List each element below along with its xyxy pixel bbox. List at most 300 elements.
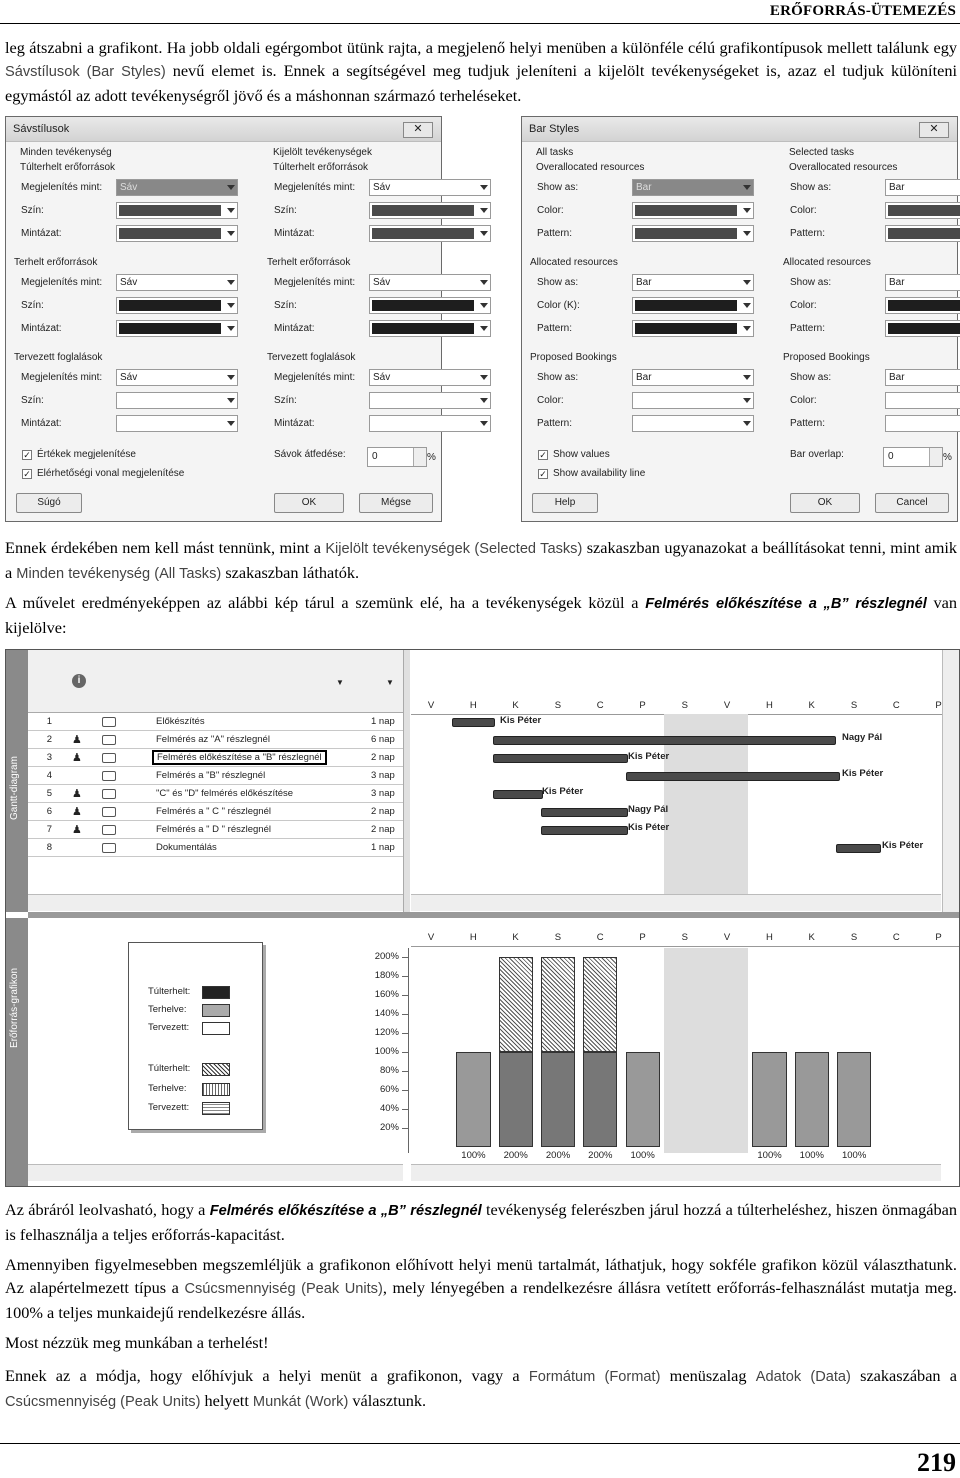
cancel-button[interactable]: Mégse xyxy=(359,493,433,513)
color-dropdown[interactable] xyxy=(885,202,960,219)
day-label: V xyxy=(723,700,731,711)
field-label: Color (K): xyxy=(537,300,580,311)
day-label: H xyxy=(765,932,773,943)
chevron-down-icon xyxy=(227,326,235,331)
task-mode-icon xyxy=(102,789,116,799)
text-run: szakaszban láthatók. xyxy=(221,563,360,582)
day-label: P xyxy=(935,932,942,943)
pattern-dropdown[interactable] xyxy=(885,415,960,432)
weekend-shade xyxy=(706,948,748,1153)
day-label: P xyxy=(639,932,646,943)
pattern-dropdown[interactable] xyxy=(116,415,238,432)
text-run: Csúcsmennyiség (Peak Units) xyxy=(184,1281,383,1297)
color-dropdown[interactable] xyxy=(632,392,754,409)
field-label: Mintázat: xyxy=(21,418,62,429)
text-run: Munkát (Work) xyxy=(252,1394,349,1410)
filter-arrow-icon: ▼ xyxy=(336,678,344,687)
field-label: Color: xyxy=(790,395,817,406)
resource-label: Kis Péter xyxy=(542,786,584,797)
gantt-bar xyxy=(541,808,628,817)
pattern-dropdown[interactable] xyxy=(885,225,960,242)
paragraph-conclusion xyxy=(5,1198,957,1246)
chevron-down-icon xyxy=(743,185,751,190)
histogram-bar xyxy=(752,1052,786,1147)
text-run: Az ábráról leolvasható, hogy a xyxy=(5,1200,210,1219)
spinner-arrows[interactable] xyxy=(413,448,426,466)
show-as-dropdown[interactable] xyxy=(885,369,960,386)
task-duration: 1 nap xyxy=(371,716,395,727)
row-id: 7 xyxy=(46,824,52,835)
histogram-bar xyxy=(837,1052,871,1147)
color-swatch xyxy=(888,418,960,429)
field-label: Pattern: xyxy=(790,228,826,239)
y-tick-label: 160% xyxy=(374,989,399,1001)
show-as-dropdown[interactable] xyxy=(632,179,754,196)
resource-label: Nagy Pál xyxy=(628,804,669,815)
section-heading: Selected tasks xyxy=(789,147,855,158)
row-line xyxy=(28,748,403,749)
text-run: Amennyiben figyelmesebben megszemléljük a grafikonon előhívott helyi menü tartalmát, láthatjuk, hogy sokféle grafikon közül választhatunk. Az alapértelmezett típus a xyxy=(5,1255,957,1297)
peak-value: 100% xyxy=(461,1150,486,1161)
resource-label: Kis Péter xyxy=(882,840,924,851)
color-swatch xyxy=(119,418,221,429)
chevron-down-icon xyxy=(743,208,751,213)
day-label: C xyxy=(892,700,900,711)
ok-button[interactable]: OK xyxy=(790,493,860,513)
field-label: Megjelenítés mint: xyxy=(21,277,103,288)
legend-swatch xyxy=(202,1102,230,1115)
dropdown-value: Sáv xyxy=(120,182,138,193)
scrollbar[interactable] xyxy=(411,894,941,911)
chevron-down-icon xyxy=(743,375,751,380)
color-dropdown[interactable] xyxy=(369,392,491,409)
day-label: H xyxy=(469,932,477,943)
scrollbar[interactable] xyxy=(28,1164,403,1181)
chevron-down-icon xyxy=(480,421,488,426)
histogram-bar-selected xyxy=(583,957,617,1052)
pattern-dropdown[interactable] xyxy=(369,225,491,242)
histogram-bar xyxy=(456,1052,490,1147)
dialog-titlebar xyxy=(522,117,957,142)
color-swatch xyxy=(635,205,737,216)
show-as-dropdown[interactable] xyxy=(885,179,960,196)
task-name: Felmérés előkészítése a "B" részlegnél xyxy=(152,750,327,765)
pattern-dropdown[interactable] xyxy=(632,320,754,337)
peak-value: 200% xyxy=(588,1150,613,1161)
table-divider xyxy=(403,650,410,912)
color-swatch xyxy=(372,395,474,406)
chevron-down-icon xyxy=(480,375,488,380)
close-button[interactable]: ✕ xyxy=(403,122,433,138)
show-as-dropdown[interactable] xyxy=(116,179,238,196)
field-label: Pattern: xyxy=(537,323,573,334)
field-label: Show as: xyxy=(790,182,832,193)
text-run: van kijelölve: xyxy=(5,593,958,637)
section-subheading: Overallocated resources xyxy=(789,162,898,173)
color-dropdown[interactable] xyxy=(369,202,491,219)
dropdown-value: Bar xyxy=(889,277,905,288)
gantt-bar xyxy=(493,736,836,745)
task-name: Felmérés a " D " részlegnél xyxy=(156,824,271,835)
day-label: K xyxy=(808,700,815,711)
person-icon: ♟ xyxy=(72,788,82,800)
color-swatch xyxy=(888,395,960,406)
side-label-text: Gantt-diagram xyxy=(9,756,20,820)
gantt-bar xyxy=(541,826,628,835)
help-button[interactable]: Help xyxy=(532,493,598,513)
show-as-dropdown[interactable] xyxy=(116,274,238,291)
dialog-title: Sávstílusok xyxy=(13,123,70,135)
task-duration: 6 nap xyxy=(371,734,395,745)
section-heading: Tervezett foglalások xyxy=(267,352,356,363)
side-label-text: Erőforrás-grafikon xyxy=(9,967,20,1048)
color-dropdown[interactable] xyxy=(369,297,491,314)
cancel-button[interactable]: Cancel xyxy=(875,493,949,513)
resource-label: Kis Péter xyxy=(500,715,542,726)
field-label: Megjelenítés mint: xyxy=(21,182,103,193)
chevron-down-icon xyxy=(480,208,488,213)
field-label: Color: xyxy=(537,395,564,406)
chevron-down-icon xyxy=(480,280,488,285)
y-tick-label: 120% xyxy=(374,1027,399,1039)
color-dropdown[interactable] xyxy=(885,392,960,409)
section-heading: Minden tevékenység xyxy=(20,147,112,158)
task-mode-icon xyxy=(102,717,116,727)
pattern-dropdown[interactable] xyxy=(116,225,238,242)
legend-label: Terhelve: xyxy=(148,1083,187,1094)
bar-styles-dialog-hu xyxy=(5,116,442,522)
text-run: Formátum (Format) xyxy=(528,1369,661,1385)
day-label: S xyxy=(681,700,688,711)
percent-label: % xyxy=(427,452,436,463)
task-mode-icon xyxy=(102,735,116,745)
dropdown-value: Sáv xyxy=(373,372,391,383)
chevron-down-icon xyxy=(227,421,235,426)
task-duration: 2 nap xyxy=(371,824,395,835)
field-label: Megjelenítés mint: xyxy=(274,182,356,193)
checkbox[interactable]: ✓ xyxy=(23,450,31,460)
show-as-dropdown[interactable] xyxy=(885,274,960,291)
dropdown-value: Bar xyxy=(636,182,652,193)
paragraph-result xyxy=(5,591,957,639)
bar-styles-dialog-en xyxy=(521,116,958,522)
day-label: K xyxy=(512,932,519,943)
close-button[interactable]: ✕ xyxy=(919,122,949,138)
field-label: Megjelenítés mint: xyxy=(274,372,356,383)
task-name: Felmérés a " C " részlegnél xyxy=(156,806,271,817)
pattern-dropdown[interactable] xyxy=(632,415,754,432)
peak-value: 100% xyxy=(757,1150,782,1161)
color-swatch xyxy=(119,395,221,406)
day-label: C xyxy=(596,932,604,943)
color-swatch xyxy=(372,228,474,239)
page-number: 219 xyxy=(917,1448,956,1477)
chevron-down-icon xyxy=(743,326,751,331)
text-run: A művelet eredményeképpen az alábbi kép tárul a szemünk elé, ha a tevékenységek közül a xyxy=(5,593,646,612)
chevron-down-icon xyxy=(227,280,235,285)
scrollbar[interactable] xyxy=(28,894,403,911)
text-run: , mely lényegében a rendelkezésre állásra vetített erőforrás-felhasználást mutatja meg. 100% a teljes munkaidejű rendelkezésre állás. xyxy=(5,1278,957,1322)
section-heading: Allocated resources xyxy=(530,257,618,268)
field-label: Pattern: xyxy=(537,418,573,429)
resource-label: Nagy Pál xyxy=(842,732,883,743)
color-dropdown[interactable] xyxy=(632,202,754,219)
checkbox[interactable]: ✓ xyxy=(23,469,31,479)
day-label: K xyxy=(512,700,519,711)
footer-rule xyxy=(0,1443,960,1444)
text-run: Felmérés előkészítése a „B” részlegnél xyxy=(209,1203,482,1219)
overlap-label: Sávok átfedése: xyxy=(274,449,346,460)
row-line xyxy=(28,766,403,767)
task-mode-icon xyxy=(102,753,116,763)
text-run: tevékenység felerészben járul hozzá a túlterheléshez, hiszen önmagában is felhasználja a teljes erőforrás-kapacitást. xyxy=(5,1200,957,1244)
row-id: 6 xyxy=(46,806,52,817)
checkbox-label: Show availability line xyxy=(553,468,646,479)
y-axis xyxy=(408,948,409,1153)
chevron-down-icon xyxy=(227,208,235,213)
field-label: Show as: xyxy=(790,372,832,383)
row-id: 4 xyxy=(46,770,52,781)
field-label: Szín: xyxy=(21,300,44,311)
day-label: C xyxy=(892,932,900,943)
task-name: "C" és "D" felmérés előkészítése xyxy=(156,788,294,799)
overlap-spinner[interactable] xyxy=(883,447,943,467)
task-mode-icon xyxy=(102,807,116,817)
header-title: ERŐFORRÁS-ÜTEMEZÉS xyxy=(769,3,956,19)
resource-label: Kis Péter xyxy=(628,822,670,833)
text-run: Kijelölt tevékenységek (Selected Tasks) xyxy=(325,541,583,557)
dropdown-value: Bar xyxy=(889,372,905,383)
pattern-dropdown[interactable] xyxy=(369,415,491,432)
text-run: szakaszban ugyanazokat a beállításokat tenni, mint amik a xyxy=(5,538,958,582)
color-dropdown[interactable] xyxy=(116,202,238,219)
day-label: S xyxy=(850,700,858,711)
color-dropdown[interactable] xyxy=(632,297,754,314)
show-as-dropdown[interactable] xyxy=(369,369,491,386)
row-line xyxy=(28,856,403,857)
chevron-down-icon xyxy=(743,303,751,308)
task-mode-icon xyxy=(102,843,116,853)
histogram-bar-selected xyxy=(499,957,533,1052)
text-run: Felmérés előkészítése a „B” részlegnél xyxy=(645,596,927,612)
color-swatch xyxy=(888,323,960,334)
text-run: Adatok (Data) xyxy=(755,1369,851,1385)
person-icon: ♟ xyxy=(72,752,82,764)
scrollbar[interactable] xyxy=(411,1164,941,1181)
text-run: Most nézzük meg munkában a terhelést! xyxy=(5,1333,269,1352)
header-rule xyxy=(0,23,960,24)
task-name: Felmérés az "A" részlegnél xyxy=(156,734,270,745)
task-duration: 1 nap xyxy=(371,842,395,853)
chevron-down-icon xyxy=(480,231,488,236)
dropdown-value: Sáv xyxy=(373,277,391,288)
day-label: S xyxy=(554,932,562,943)
weekend-shade xyxy=(664,948,706,1153)
text-run: választunk. xyxy=(348,1391,427,1410)
chevron-down-icon xyxy=(480,185,488,190)
color-swatch xyxy=(372,300,474,311)
task-duration: 2 nap xyxy=(371,752,395,763)
row-id: 2 xyxy=(46,734,52,745)
y-tick-label: 140% xyxy=(374,1008,399,1020)
help-button[interactable]: Súgó xyxy=(16,493,82,513)
paragraph-graph-types xyxy=(5,1253,957,1324)
field-label: Mintázat: xyxy=(21,228,62,239)
row-line xyxy=(28,784,403,785)
pattern-dropdown[interactable] xyxy=(369,320,491,337)
color-dropdown[interactable] xyxy=(116,392,238,409)
color-swatch xyxy=(888,300,960,311)
chevron-down-icon xyxy=(227,185,235,190)
color-swatch xyxy=(372,323,474,334)
chevron-down-icon xyxy=(227,303,235,308)
show-as-dropdown[interactable] xyxy=(632,274,754,291)
day-label: H xyxy=(765,700,773,711)
checkbox[interactable]: ✓ xyxy=(539,469,547,479)
task-name: Előkészítés xyxy=(156,716,205,727)
show-as-dropdown[interactable] xyxy=(369,179,491,196)
section-heading: Proposed Bookings xyxy=(530,352,617,363)
day-label: P xyxy=(639,700,646,711)
color-swatch xyxy=(635,418,737,429)
legend-label: Túlterhelt: xyxy=(148,986,191,997)
row-line xyxy=(28,802,403,803)
show-as-dropdown[interactable] xyxy=(369,274,491,291)
spinner-value: 0 xyxy=(372,451,378,462)
field-label: Show as: xyxy=(537,277,579,288)
person-icon: ♟ xyxy=(72,806,82,818)
show-as-dropdown[interactable] xyxy=(632,369,754,386)
dropdown-value: Sáv xyxy=(373,182,391,193)
y-tick-label: 40% xyxy=(379,1103,399,1115)
checkbox-label: Értékek megjelenítése xyxy=(37,449,136,460)
peak-value: 100% xyxy=(630,1150,655,1161)
color-swatch xyxy=(635,300,737,311)
chevron-down-icon xyxy=(480,398,488,403)
legend-swatch xyxy=(202,1063,230,1076)
legend-label: Túlterhelt: xyxy=(148,1063,191,1074)
field-label: Pattern: xyxy=(537,228,573,239)
task-duration: 2 nap xyxy=(371,806,395,817)
text-run: menüszalag xyxy=(660,1366,756,1385)
resource-label: Kis Péter xyxy=(842,768,884,779)
color-swatch xyxy=(119,205,221,216)
day-label: K xyxy=(808,932,815,943)
paragraph-selected-tasks xyxy=(5,536,957,586)
page-header xyxy=(0,0,960,24)
checkbox[interactable]: ✓ xyxy=(539,450,547,460)
field-label: Show as: xyxy=(537,182,579,193)
chevron-down-icon xyxy=(227,231,235,236)
task-duration: 3 nap xyxy=(371,788,395,799)
color-dropdown[interactable] xyxy=(885,297,960,314)
y-tick-label: 200% xyxy=(374,951,399,963)
pattern-dropdown[interactable] xyxy=(116,320,238,337)
section-heading: Terhelt erőforrások xyxy=(14,257,98,268)
legend-label: Tervezett: xyxy=(148,1102,190,1113)
chevron-down-icon xyxy=(227,375,235,380)
section-subheading: Overallocated resources xyxy=(536,162,645,173)
row-line xyxy=(28,730,403,731)
field-label: Mintázat: xyxy=(274,418,315,429)
pattern-dropdown[interactable] xyxy=(885,320,960,337)
histogram-bar xyxy=(795,1052,829,1147)
field-label: Megjelenítés mint: xyxy=(21,372,103,383)
dropdown-value: Sáv xyxy=(120,372,138,383)
gantt-bar xyxy=(626,772,840,781)
color-swatch xyxy=(635,323,737,334)
ok-button[interactable]: OK xyxy=(274,493,344,513)
field-label: Szín: xyxy=(274,205,297,216)
text-run: Ennek az a módja, hogy előhívjuk a helyi menüt a grafikonon, vagy a xyxy=(5,1366,529,1385)
show-as-dropdown[interactable] xyxy=(116,369,238,386)
field-label: Color: xyxy=(790,205,817,216)
legend-swatch xyxy=(202,1004,230,1017)
day-label: C xyxy=(596,700,604,711)
peak-value: 200% xyxy=(503,1150,528,1161)
row-id: 8 xyxy=(46,842,52,853)
color-dropdown[interactable] xyxy=(116,297,238,314)
field-label: Color: xyxy=(537,205,564,216)
gantt-resource-screenshot xyxy=(5,649,960,1187)
legend-swatch xyxy=(202,986,230,999)
paragraph-how-to xyxy=(5,1364,957,1414)
overlap-label: Bar overlap: xyxy=(790,449,844,460)
chevron-down-icon xyxy=(227,398,235,403)
spinner-arrows[interactable] xyxy=(929,448,942,466)
percent-label: % xyxy=(943,452,952,463)
y-tick-label: 60% xyxy=(379,1084,399,1096)
scrollbar-vertical[interactable] xyxy=(942,650,959,912)
field-label: Mintázat: xyxy=(21,323,62,334)
text-run: szakaszában a xyxy=(850,1366,957,1385)
dropdown-value: Bar xyxy=(636,277,652,288)
field-label: Szín: xyxy=(274,395,297,406)
task-mode-icon xyxy=(102,771,116,781)
day-label: S xyxy=(681,932,688,943)
chevron-down-icon xyxy=(743,398,751,403)
field-label: Pattern: xyxy=(790,418,826,429)
dialog-title: Bar Styles xyxy=(529,123,580,135)
color-swatch xyxy=(888,205,960,216)
text-run: leg átszabni a grafikont. Ha jobb oldali egérgombot ütünk rajta, a megjelenő helyi menüben a különféle célú grafikontípusok mellett találunk egy xyxy=(5,38,957,57)
day-label: P xyxy=(935,700,942,711)
histogram-bar xyxy=(499,1052,533,1147)
color-swatch xyxy=(372,205,474,216)
row-line xyxy=(28,838,403,839)
histogram-bar xyxy=(626,1052,660,1147)
dropdown-value: Bar xyxy=(889,182,905,193)
chevron-down-icon xyxy=(743,280,751,285)
overlap-spinner[interactable] xyxy=(367,447,427,467)
day-label: V xyxy=(427,700,435,711)
task-name: Felmérés a "B" részlegnél xyxy=(156,770,266,781)
color-swatch xyxy=(635,228,737,239)
section-heading: Terhelt erőforrások xyxy=(267,257,351,268)
day-label: H xyxy=(469,700,477,711)
histogram-bar xyxy=(583,1052,617,1147)
section-heading: Tervezett foglalások xyxy=(14,352,103,363)
field-label: Color: xyxy=(790,300,817,311)
color-swatch xyxy=(119,300,221,311)
section-subheading: Túlterhelt erőforrások xyxy=(20,162,116,173)
peak-value: 200% xyxy=(545,1150,571,1161)
day-label: S xyxy=(554,700,562,711)
pattern-dropdown[interactable] xyxy=(632,225,754,242)
dropdown-value: Sáv xyxy=(120,277,138,288)
y-tick-label: 180% xyxy=(374,970,399,982)
text-run: nevű elemet is. Ennek a segítségével meg tudjuk jeleníteni a kijelölt tevékenységeket is, azaz el tudjuk különíteni egymástól az adott tevékenységről jövő és a máshonnan származó terheléseket. xyxy=(5,61,957,105)
